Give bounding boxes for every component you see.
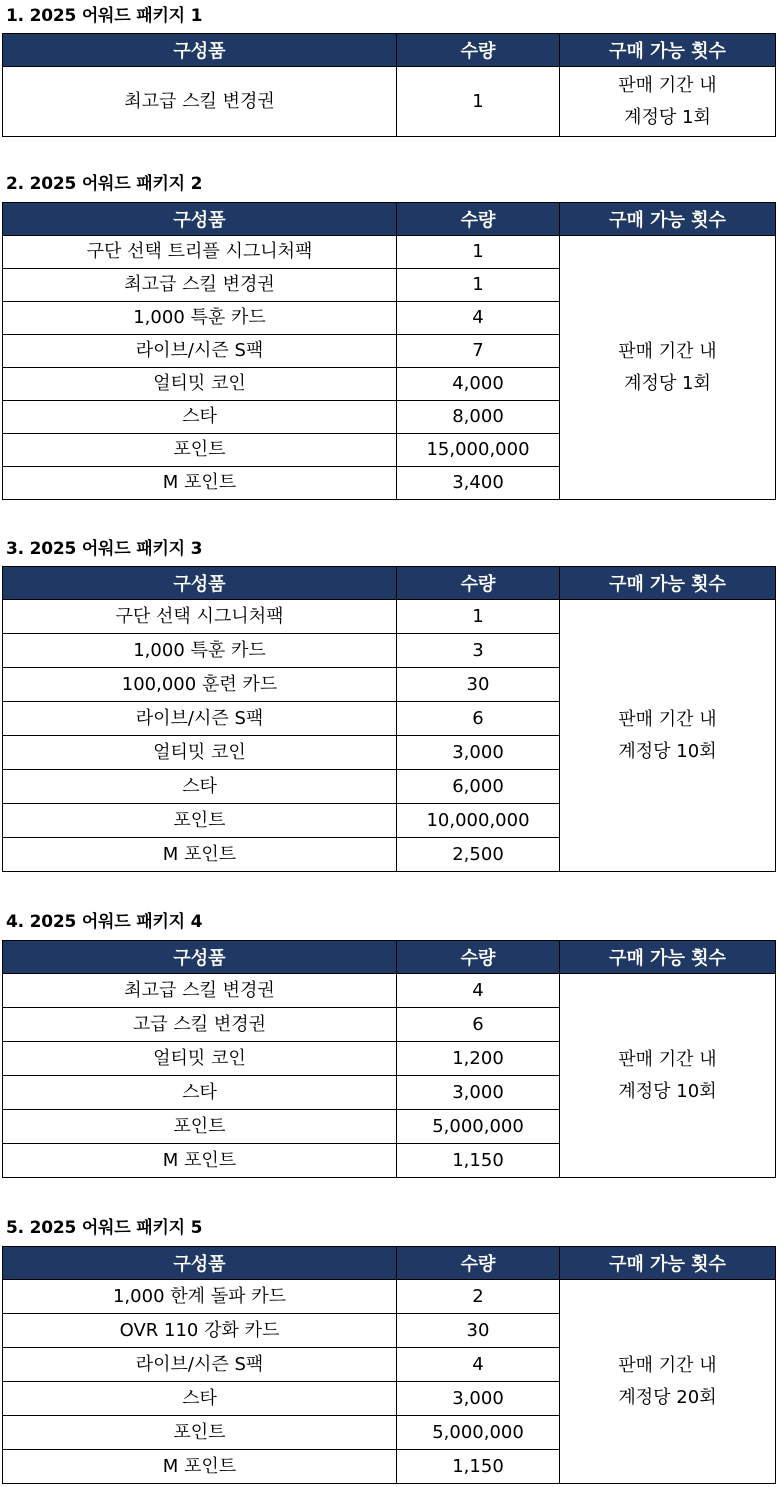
header-quantity: 수량 — [397, 567, 560, 600]
quantity-cell: 6 — [397, 702, 560, 736]
package-title: 4. 2025 어워드 패키지 4 — [6, 912, 203, 932]
quantity-cell: 4 — [397, 1348, 560, 1382]
quantity-cell: 6 — [397, 1008, 560, 1042]
table-row — [3, 600, 776, 634]
table-row — [3, 974, 776, 1008]
purchase-limit-count: 계정당 10회 — [618, 1080, 717, 1102]
table-row — [3, 1280, 776, 1314]
quantity-cell: 1 — [397, 236, 560, 269]
header-purchase-limit: 구매 가능 횟수 — [560, 1247, 776, 1280]
item-name-cell: M 포인트 — [3, 838, 397, 872]
table-header-row — [3, 1247, 776, 1280]
purchase-limit-count: 계정당 1회 — [624, 372, 711, 394]
item-name-cell: OVR 110 강화 카드 — [3, 1314, 397, 1348]
item-name-cell: 포인트 — [3, 804, 397, 838]
item-name-cell: 포인트 — [3, 434, 397, 467]
item-name-cell: 포인트 — [3, 1416, 397, 1450]
header-item: 구성품 — [3, 567, 397, 600]
quantity-cell: 5,000,000 — [397, 1416, 560, 1450]
item-name-cell: M 포인트 — [3, 1144, 397, 1178]
quantity-cell: 5,000,000 — [397, 1110, 560, 1144]
header-purchase-limit: 구매 가능 횟수 — [560, 567, 776, 600]
table-header-row — [3, 34, 776, 67]
item-name-cell: 포인트 — [3, 1110, 397, 1144]
table-row — [3, 236, 776, 269]
table-header-row — [3, 203, 776, 236]
quantity-cell: 3,000 — [397, 1382, 560, 1416]
header-quantity: 수량 — [397, 34, 560, 67]
purchase-limit-cell — [560, 1280, 776, 1484]
item-name-cell: M 포인트 — [3, 1450, 397, 1484]
table-row — [3, 67, 776, 137]
item-name-cell: 스타 — [3, 1076, 397, 1110]
package-title: 2. 2025 어워드 패키지 2 — [6, 174, 203, 194]
quantity-cell: 1 — [397, 600, 560, 634]
quantity-cell: 3 — [397, 634, 560, 668]
purchase-limit-cell — [560, 974, 776, 1178]
header-quantity: 수량 — [397, 1247, 560, 1280]
package-title: 1. 2025 어워드 패키지 1 — [6, 6, 203, 26]
item-name-cell: 스타 — [3, 1382, 397, 1416]
package-table — [2, 566, 776, 872]
item-name-cell: 라이브/시즌 S팩 — [3, 1348, 397, 1382]
item-name-cell: 최고급 스킬 변경권 — [3, 269, 397, 302]
item-name-cell: 100,000 훈련 카드 — [3, 668, 397, 702]
item-name-cell: 구단 선택 시그니처팩 — [3, 600, 397, 634]
item-name-cell: 얼티밋 코인 — [3, 736, 397, 770]
quantity-cell: 1,150 — [397, 1450, 560, 1484]
item-name-cell: 스타 — [3, 770, 397, 804]
package-title: 3. 2025 어워드 패키지 3 — [6, 539, 203, 559]
item-name-cell: 1,000 특훈 카드 — [3, 302, 397, 335]
item-name-cell: 1,000 특훈 카드 — [3, 634, 397, 668]
quantity-cell: 7 — [397, 335, 560, 368]
package-table — [2, 940, 776, 1178]
quantity-cell: 4,000 — [397, 368, 560, 401]
quantity-cell: 3,400 — [397, 467, 560, 500]
header-item: 구성품 — [3, 203, 397, 236]
table-header-row — [3, 567, 776, 600]
package-table — [2, 33, 776, 137]
header-purchase-limit: 구매 가능 횟수 — [560, 203, 776, 236]
item-name-cell: 최고급 스킬 변경권 — [3, 67, 397, 137]
item-name-cell: 1,000 한계 돌파 카드 — [3, 1280, 397, 1314]
purchase-limit-period: 판매 기간 내 — [618, 708, 717, 730]
item-name-cell: M 포인트 — [3, 467, 397, 500]
quantity-cell: 8,000 — [397, 401, 560, 434]
item-name-cell: 최고급 스킬 변경권 — [3, 974, 397, 1008]
quantity-cell: 6,000 — [397, 770, 560, 804]
header-item: 구성품 — [3, 1247, 397, 1280]
header-item: 구성품 — [3, 941, 397, 974]
quantity-cell: 30 — [397, 1314, 560, 1348]
purchase-limit-count: 계정당 10회 — [618, 740, 717, 762]
purchase-limit-count: 계정당 20회 — [618, 1386, 717, 1408]
item-name-cell: 라이브/시즌 S팩 — [3, 702, 397, 736]
purchase-limit-period: 판매 기간 내 — [618, 340, 717, 362]
header-quantity: 수량 — [397, 941, 560, 974]
item-name-cell: 고급 스킬 변경권 — [3, 1008, 397, 1042]
package-table — [2, 202, 776, 500]
purchase-limit-cell — [560, 67, 776, 137]
quantity-cell: 10,000,000 — [397, 804, 560, 838]
package-table — [2, 1246, 776, 1484]
quantity-cell: 2,500 — [397, 838, 560, 872]
quantity-cell: 1 — [397, 269, 560, 302]
header-purchase-limit: 구매 가능 횟수 — [560, 34, 776, 67]
quantity-cell: 4 — [397, 302, 560, 335]
quantity-cell: 15,000,000 — [397, 434, 560, 467]
quantity-cell: 1,150 — [397, 1144, 560, 1178]
item-name-cell: 라이브/시즌 S팩 — [3, 335, 397, 368]
purchase-limit-period: 판매 기간 내 — [618, 74, 717, 96]
quantity-cell: 3,000 — [397, 736, 560, 770]
table-header-row — [3, 941, 776, 974]
quantity-cell: 1,200 — [397, 1042, 560, 1076]
item-name-cell: 얼티밋 코인 — [3, 368, 397, 401]
header-quantity: 수량 — [397, 203, 560, 236]
quantity-cell: 3,000 — [397, 1076, 560, 1110]
header-purchase-limit: 구매 가능 횟수 — [560, 941, 776, 974]
item-name-cell: 얼티밋 코인 — [3, 1042, 397, 1076]
package-title: 5. 2025 어워드 패키지 5 — [6, 1218, 203, 1238]
purchase-limit-cell — [560, 600, 776, 872]
item-name-cell: 스타 — [3, 401, 397, 434]
purchase-limit-count: 계정당 1회 — [624, 106, 711, 128]
purchase-limit-cell — [560, 236, 776, 500]
purchase-limit-period: 판매 기간 내 — [618, 1354, 717, 1376]
item-name-cell: 구단 선택 트리플 시그니처팩 — [3, 236, 397, 269]
purchase-limit-period: 판매 기간 내 — [618, 1048, 717, 1070]
quantity-cell: 4 — [397, 974, 560, 1008]
quantity-cell: 2 — [397, 1280, 560, 1314]
header-item: 구성품 — [3, 34, 397, 67]
quantity-cell: 30 — [397, 668, 560, 702]
quantity-cell: 1 — [397, 67, 560, 137]
